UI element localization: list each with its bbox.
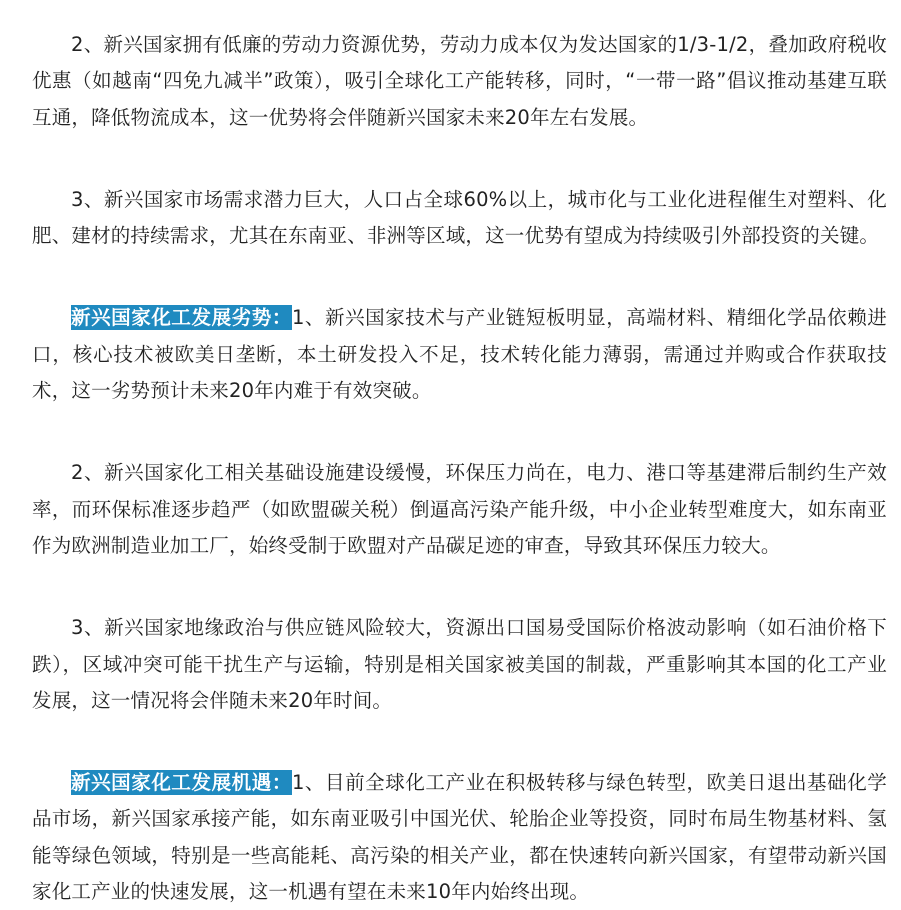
paragraph-opportunity-transfer <box>32 765 887 910</box>
paragraph-weakness-infrastructure <box>32 455 887 564</box>
article-body <box>32 27 887 910</box>
paragraph-market-demand <box>32 182 887 255</box>
paragraph-text: 3、新兴国家地缘政治与供应链风险较大，资源出口国易受国际价格波动影响（如石油价格下跌），区域冲突可能干扰生产与运输，特别是相关国家被美国的制裁，严重影响其本国的化工产业发展，这一情况将会伴随未来20年时间。 <box>32 616 887 712</box>
paragraph-weakness-geopolitics <box>32 610 887 719</box>
paragraph-text: 1、新兴国家技术与产业链短板明显，高端材料、精细化学品依赖进口，核心技术被欧美日垄断，本土研发投入不足，技术转化能力薄弱，需通过并购或合作获取技术，这一劣势预计未来20年内难于有效突破。 <box>32 306 887 403</box>
section-heading-opportunities: 新兴国家化工发展机遇： <box>71 771 292 795</box>
paragraph-text: 3、新兴国家市场需求潜力巨大，人口占全球60%以上，城市化与工业化进程催生对塑料、化肥、建材的持续需求，尤其在东南亚、非洲等区域，这一优势有望成为持续吸引外部投资的关键。 <box>32 187 887 248</box>
paragraph-text: 1、目前全球化工产业在积极转移与绿色转型，欧美日退出基础化学品市场，新兴国家承接产能，如东南亚吸引中国光伏、轮胎企业等投资，同时布局生物基材料、氢能等绿色领域，特别是一些高能耗、高污染的相关产业，都在快速转向新兴国家，有望带动新兴国家化工产业的快速发展，这一机遇有望在未来10年内始终出现。 <box>32 771 887 904</box>
section-heading-weaknesses: 新兴国家化工发展劣势： <box>71 306 292 330</box>
paragraph-labor-advantage <box>32 27 887 136</box>
paragraph-weakness-technology <box>32 300 887 409</box>
paragraph-text: 2、新兴国家化工相关基础设施建设缓慢，环保压力尚在，电力、港口等基建滞后制约生产效率，而环保标准逐步趋严（如欧盟碳关税）倒逼高污染产能升级，中小企业转型难度大，如东南亚作为欧洲制造业加工厂，始终受制于欧盟对产品碳足迹的审查，导致其环保压力较大。 <box>32 461 887 557</box>
paragraph-text: 2、新兴国家拥有低廉的劳动力资源优势，劳动力成本仅为发达国家的1/3-1/2，叠加政府税收优惠（如越南“四免九减半”政策），吸引全球化工产能转移，同时，“一带一路”倡议推动基建互联互通，降低物流成本，这一优势将会伴随新兴国家未来20年左右发展。 <box>32 33 887 129</box>
